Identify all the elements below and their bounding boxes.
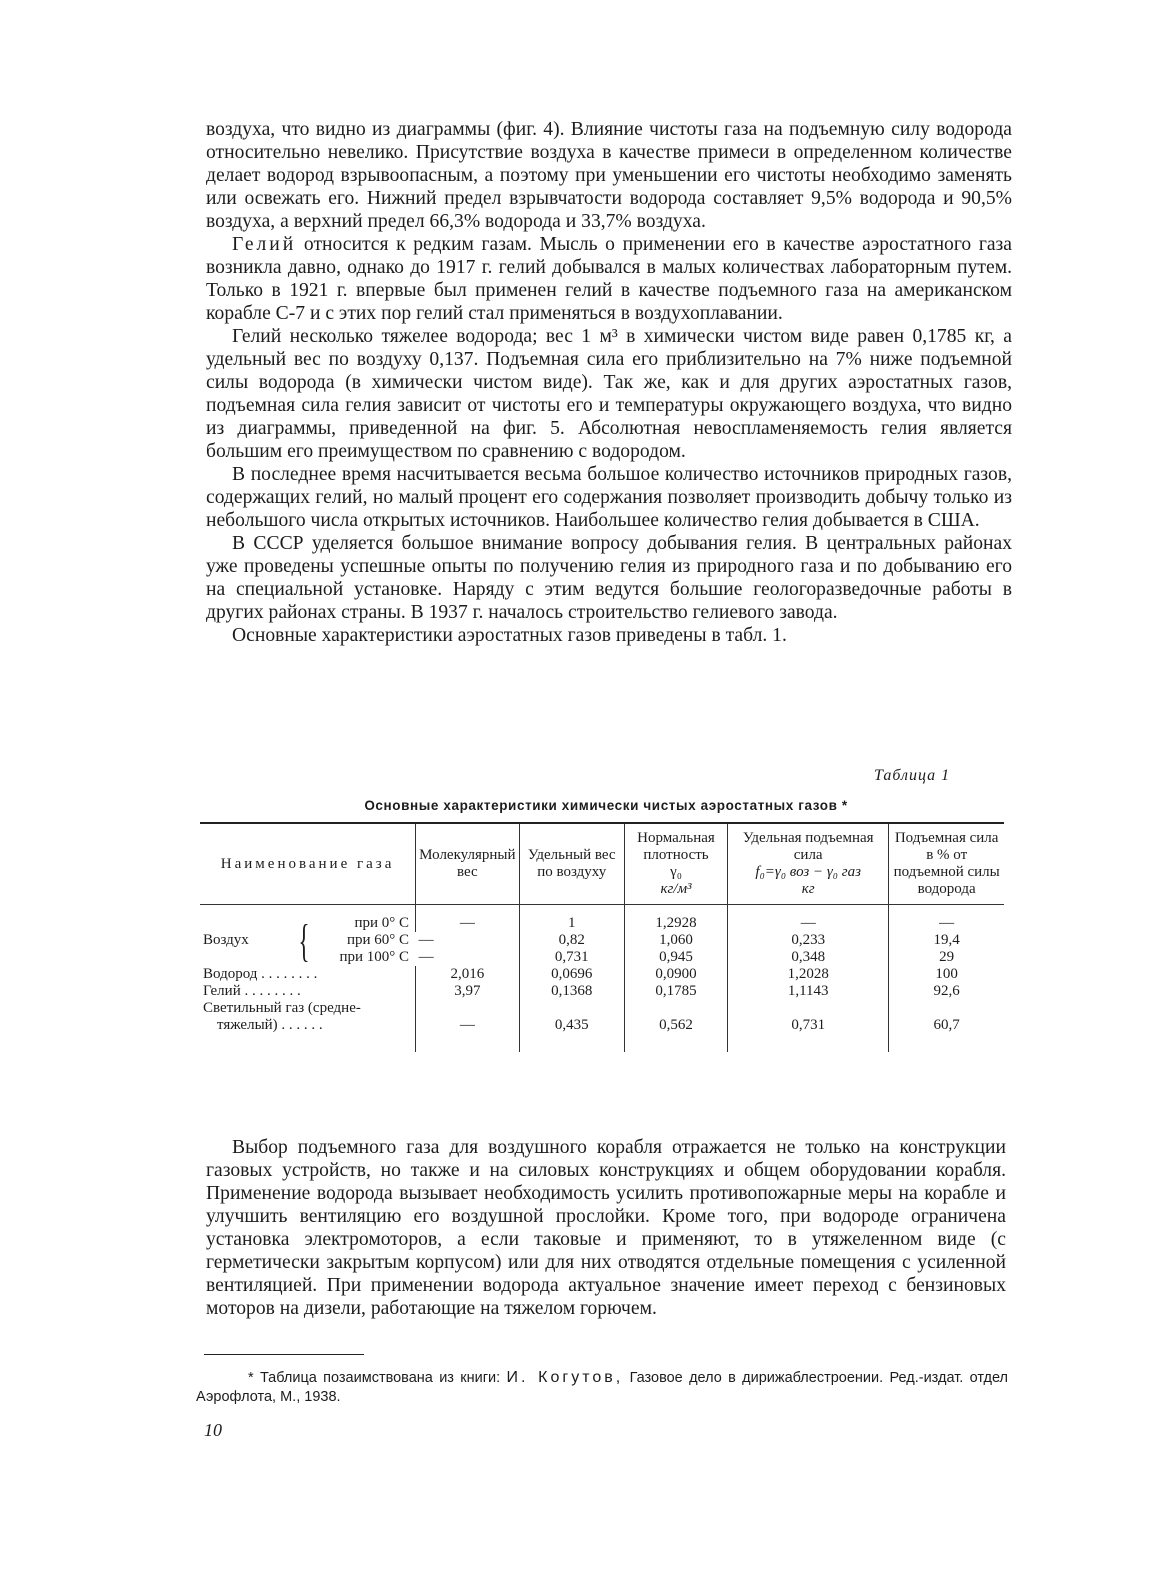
cell-density: 1,060 <box>624 932 727 949</box>
cell-specific: 0,1368 <box>519 983 624 1000</box>
cell-pct: 92,6 <box>889 983 1004 1000</box>
header-density-unit: кг/м³ <box>660 881 692 897</box>
cell-mol: — <box>416 1000 519 1052</box>
cell-name: Водород . . . . . . . . <box>203 966 318 982</box>
paragraph-2-text: относится к редким газам. Мысль о применении его в качестве аэростатного газа возникла давно, однако до 1917 г. гелий добывался в малых количествах лабораторным путем. Только в 1921 г. впервые был применен гелий в качестве подъемного газа на американском корабле С-7 и с этих пор гелий стал применяться в воздухоплавании. <box>206 234 1012 324</box>
header-density-label: Нормальная плотность <box>637 830 715 863</box>
table-row <box>200 905 1004 933</box>
cell-lift: 0,348 <box>728 949 889 966</box>
page-number: 10 <box>204 1420 222 1440</box>
table-title: Основные характеристики химически чистых аэростатных газов * <box>364 798 848 813</box>
cell-specific: 0,435 <box>519 1000 624 1052</box>
table-row <box>200 1000 1004 1052</box>
cell-pct: 100 <box>889 966 1004 983</box>
footnote <box>196 1368 1008 1407</box>
header-specific-weight: Удельный вес по воздуху <box>519 823 624 905</box>
cell-mol: 3,97 <box>416 983 519 1000</box>
footnote-author: И. Когутов, <box>506 1369 624 1386</box>
cell-specific: 0,0696 <box>519 966 624 983</box>
cell-density: 0,562 <box>624 1000 727 1052</box>
paragraph-2 <box>206 233 1012 325</box>
cell-mol: — <box>416 905 519 933</box>
cell-lift: 1,1143 <box>728 983 889 1000</box>
after-table-text <box>206 1136 1006 1320</box>
cell-pct: 19,4 <box>889 932 1004 949</box>
air-conditions <box>309 915 409 966</box>
cell-pct: 29 <box>889 949 1004 966</box>
cell-lift: 1,2028 <box>728 966 889 983</box>
cell-lift: 0,731 <box>728 1000 889 1052</box>
cell-specific: 1 <box>519 905 624 933</box>
cell-lift: 0,233 <box>728 932 889 949</box>
paragraph-7: Выбор подъемного газа для воздушного корабля отражается не только на конструкции газовых устройств, но также и на силовых конструкциях и общем оборудовании корабля. Применение водорода вызывает необходимость усилить противопожарные меры на корабле и улучшить вентиляцию его воздушной прослойки. Кроме того, при водороде ограничена установка электромоторов, а если таковые и применяют, то в утяжеленном виде (с герметически закрытым корпусом) или для них отводятся отдельные помещения с усиленной вентиляцией. При применении водорода актуальное значение имеет переход с бензиновых моторов на дизели, работающие на тяжелом горючем. <box>206 1137 1006 1319</box>
gas-name-line1: Светильный газ (средне- <box>203 1000 361 1016</box>
paragraph-1: воздуха, что видно из диаграммы (фиг. 4). Влияние чистоты газа на подъемную силу водорода относительно невелико. Присутствие воздуха в качестве примеси в определенном количестве делает водород взрывоопасным, а поэтому при уменьшении его чистоты необходимо заменять или освежать его. Нижний предел взрывчатости водорода составляет 9,5% водорода и 90,5% воздуха, а верхний предел 66,3% водорода и 33,7% воздуха. <box>206 119 1012 232</box>
cell-lift: — <box>728 905 889 933</box>
air-label: Воздух <box>203 932 249 948</box>
header-density <box>624 823 727 905</box>
paragraph-4: В последнее время насчитывается весьма большое количество источников природных газов, содержащих гелий, но малый процент его содержания позволяет производить добычу только из небольшого числа открытых источников. Наибольшее количество гелия добывается в США. <box>206 464 1012 531</box>
footnote-divider <box>204 1354 364 1355</box>
header-lift-formula: f₀=γ₀ воз − γ₀ газ <box>755 864 861 880</box>
cell-density: 0,0900 <box>624 966 727 983</box>
cell-density: 0,945 <box>624 949 727 966</box>
cell-specific: 0,731 <box>519 949 624 966</box>
header-density-symbol: γ₀ <box>670 864 682 880</box>
cell-name <box>200 1000 416 1052</box>
header-name: Наименование газа <box>220 855 395 872</box>
helium-term: Гелий <box>232 234 297 255</box>
cell-density: 0,1785 <box>624 983 727 1000</box>
table-row <box>200 966 1004 983</box>
header-molecular-weight: Молекулярный вес <box>416 823 519 905</box>
header-lift-percent: Подъемная сила в % от подъемной силы водорода <box>889 823 1004 905</box>
footnote-prefix: * Таблица позаимствована из книги: <box>248 1370 501 1386</box>
table-header-row <box>200 823 1004 905</box>
gas-name-line2: тяжелый) . . . . . . <box>217 1017 323 1033</box>
table-label: Таблица 1 <box>874 767 951 784</box>
gas-characteristics-table <box>200 822 1004 1052</box>
air-cond-100: при 100° С <box>339 949 409 965</box>
header-lift-label: Удельная подъемная сила <box>742 830 874 863</box>
cell-specific: 0,82 <box>519 932 624 949</box>
cell-mol: 2,016 <box>416 966 519 983</box>
table-row <box>200 983 1004 1000</box>
cell-mol: — <box>418 949 434 965</box>
header-lift-unit: кг <box>801 881 815 897</box>
cell-density: 1,2928 <box>624 905 727 933</box>
cell-pct: 60,7 <box>889 1000 1004 1052</box>
air-cond-60: при 60° С <box>346 932 409 948</box>
paragraph-5: В СССР уделяется большое внимание вопросу добывания гелия. В центральных районах уже проведены успешные опыты по получению гелия из природного газа и по добыванию его на специальной установке. Наряду с этим ведутся большие геологоразведочные работы в других районах страны. В 1937 г. началось строительство гелиевого завода. <box>206 533 1012 623</box>
body-text <box>206 118 1012 647</box>
air-cell <box>200 905 416 967</box>
cell-pct: — <box>889 905 1004 933</box>
cell-name: Гелий . . . . . . . . <box>203 983 301 999</box>
brace-icon: { <box>298 914 310 966</box>
header-lift <box>728 823 889 905</box>
paragraph-3: Гелий несколько тяжелее водорода; вес 1 м³ в химически чистом виде равен 0,1785 кг, а удельный вес по воздуху 0,137. Подъемная сила его приблизительно на 7% ниже подъемной силы водорода (в химически чистом виде). Так же, как и для других аэростатных газов, подъемная сила гелия зависит от чистоты его и температуры окружающего воздуха, что видно из диаграммы, приведенной на фиг. 5. Абсолютная невоспламеняемость гелия является большим его преимуществом по сравнению с водородом. <box>206 326 1012 462</box>
cell-mol: — <box>418 932 434 948</box>
footnote-rest: Газовое дело в дирижаблестроении. Ред.-издат. отдел Аэрофлота, М., 1938. <box>196 1370 1009 1405</box>
paragraph-6: Основные характеристики аэростатных газов приведены в табл. 1. <box>232 625 787 646</box>
air-cond-0: при 0° С <box>354 915 409 931</box>
